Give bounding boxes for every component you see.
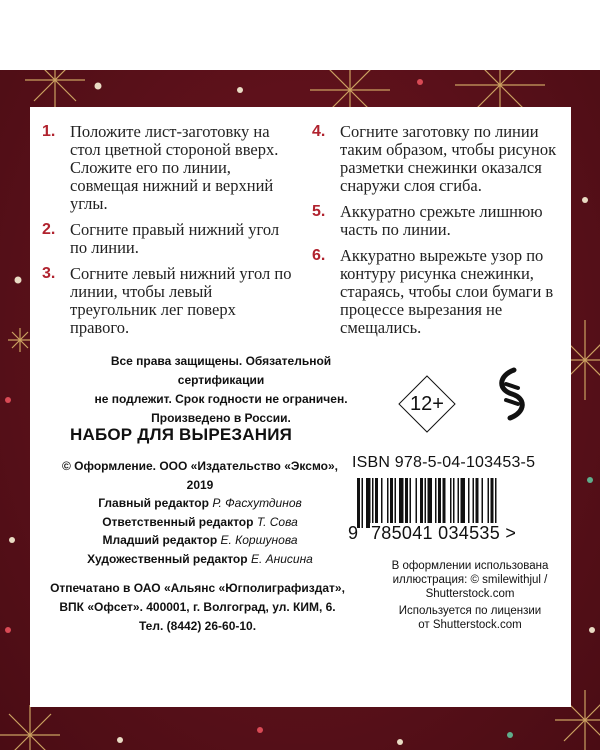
age-rating-label: 12+ [410,393,444,415]
barcode-digits [370,523,517,544]
step-number: 3. [42,265,56,282]
printer-line: Отпечатано в ОАО «Альянс «Югполиграфиздат», [50,581,345,595]
steps-column-left [42,123,292,345]
barcode-bar [357,478,360,528]
art-editor-name: Е. Анисина [250,551,313,566]
printer-info [30,579,365,636]
barcode-bar [461,478,466,528]
snowflake-top-left [25,70,85,110]
barcode-bar [425,478,427,528]
illustration-line: В оформлении использована [391,560,549,572]
rights-line: не подлежит. Срок годности не ограничен. [94,392,348,406]
step-text: Согните правый нижний угол по линии. [70,220,280,257]
junior-editor-label: Младший редактор [102,533,218,547]
step-2 [42,221,292,257]
barcode-bar [420,478,423,528]
barcode-bar [476,478,479,528]
design-copyright: © Оформление. ООО «Издательство «Эксмо», [62,459,338,473]
isbn-number: ISBN 978-5-04-103453-5 [352,454,536,471]
chief-editor-line [55,494,345,513]
barcode-bar [495,478,497,528]
barcode-bar [468,478,470,528]
barcode-bar [491,478,494,528]
product-title: НАБОР ДЛЯ ВЫРЕЗАНИЯ [70,425,293,444]
step-number: 2. [42,221,56,238]
barcode-bar [458,478,460,528]
step-4 [312,123,562,195]
junior-editor-name: Е. Коршунова [220,533,298,547]
responsible-editor-line [55,513,345,532]
illustration-line: иллюстрация: © smilewithjul / [392,574,548,586]
barcode-bar [443,478,446,528]
step-3 [42,265,292,337]
chief-editor-name: Р. Фасхутдинов [212,496,302,510]
steps-column-right [312,123,562,345]
step-number: 5. [312,203,326,220]
printer-line: ВПК «Офсет». 400001, г. Волгоград, ул. КИМ, 6. [59,600,336,614]
step-6 [312,247,562,337]
step-1 [42,123,292,213]
barcode-bar [381,478,383,528]
step-text: Аккуратно срежьте лишнюю часть по линии. [340,202,543,239]
barcode-bar [372,478,374,528]
barcode-bar [453,478,455,528]
junior-editor-line [55,531,345,550]
instruction-card [30,107,571,707]
step-text: Аккуратно вырежьте узор по контуру рисунка снежинки, стараясь, чтобы слои бумаги в процессе вырезания не смещались. [340,246,554,337]
barcode-bar [366,478,371,528]
responsible-editor-label: Ответственный редактор [102,514,254,529]
step-text: Положите лист-заготовку на стол цветной стороной вверх. Сложите его по линии, совмещая нижний и верхний углы. [70,122,279,213]
barcode-bar [416,478,418,528]
illustration-credit [370,559,570,601]
rights-line: Произведено в России. [151,411,291,425]
barcode-bar [395,478,397,528]
barcode-bar [435,478,437,528]
barcode [357,478,552,528]
step-text: Согните заготовку по линии таким образом, чтобы рисунок разметки снежинки оказался снаружи слоя сгиба. [340,122,557,195]
illustration-line: Shutterstock.com [425,588,515,600]
credits-block [55,457,345,568]
rights-line: Все права защищены. Обязательной сертификации [110,354,332,387]
step-number: 1. [42,123,56,140]
barcode-digit-group: 785041 034535 [371,523,501,543]
barcode-bar [438,478,441,528]
publisher-logo-icon [492,364,532,424]
barcode-bar [482,478,484,528]
art-editor-label: Художественный редактор [87,551,248,566]
step-5 [312,203,562,239]
snowflake-bottom-left [0,705,60,750]
responsible-editor-name: Т. Сова [256,514,298,529]
art-editor-line [55,550,345,569]
barcode-bar [410,478,412,528]
barcode-bar [428,478,433,528]
license-note [370,604,570,632]
step-text: Согните левый нижний угол по линии, чтобы левый треугольник лег поверх правого. [70,264,292,337]
chief-editor-label: Главный редактор [98,496,209,510]
barcode-bar [387,478,389,528]
barcode-first-digit: 9 [348,523,359,543]
barcode-bar [450,478,452,528]
age-rating-badge [398,375,456,433]
printer-line: Тел. (8442) 26-60-10. [138,619,257,633]
license-line: от Shutterstock.com [418,619,522,631]
barcode-bar [405,478,408,528]
barcode-bar [399,478,404,528]
copyright-year: 2019 [186,477,214,492]
barcode-bar [488,478,490,528]
rights-notice [66,352,376,428]
barcode-end-mark: > [505,523,517,543]
barcode-bar [390,478,393,528]
license-line: Используется по лицензии [398,605,542,617]
snowflake-left [8,328,32,352]
barcode-bar [362,478,364,528]
step-number: 4. [312,123,326,140]
barcode-bar [473,478,475,528]
barcode-bar [375,478,378,528]
step-number: 6. [312,247,326,264]
